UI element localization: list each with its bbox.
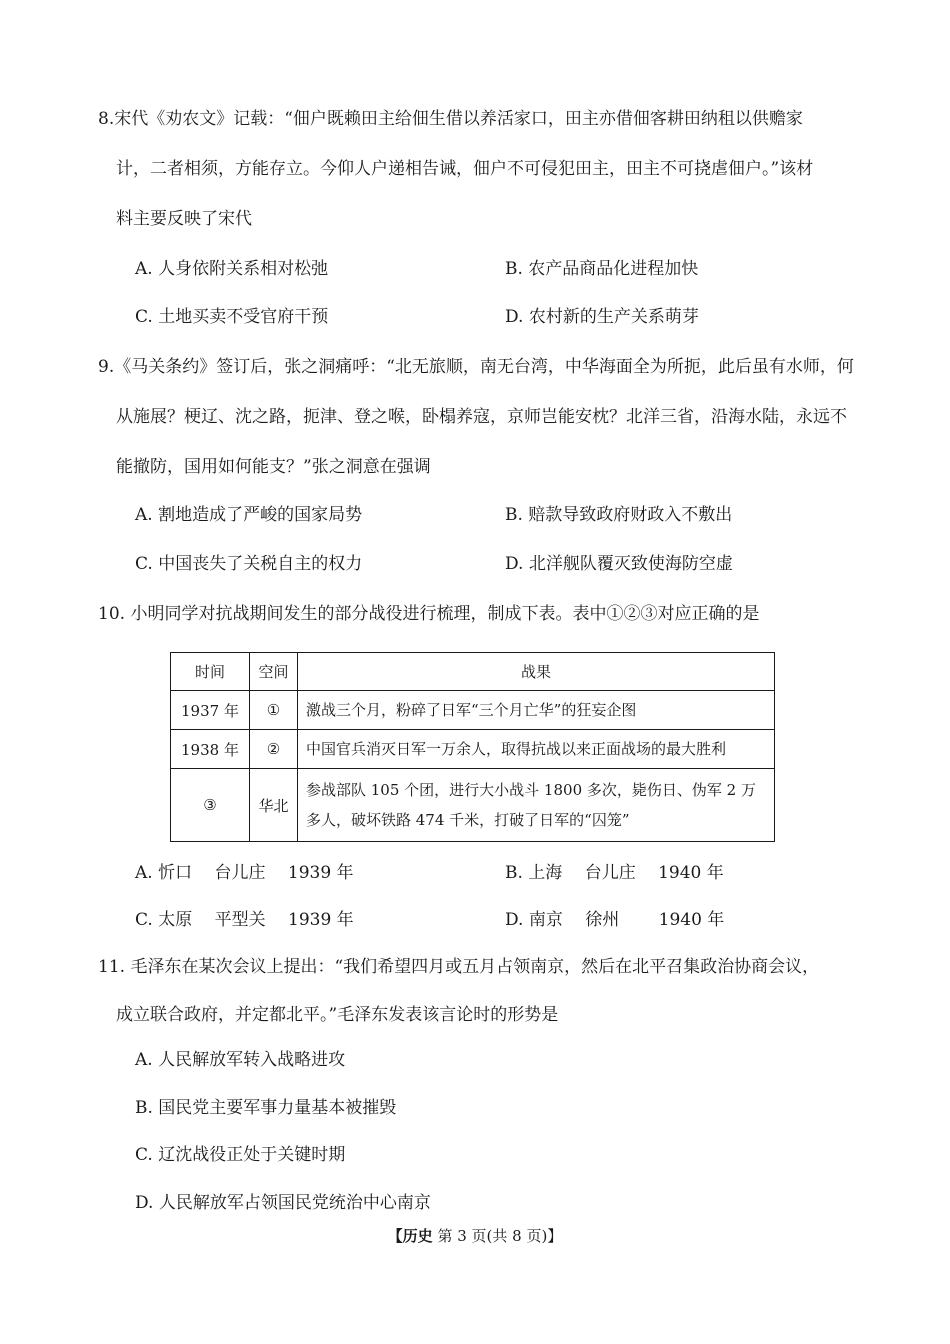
q11-option-b: B. 国民党主要军事力量基本被摧毁 xyxy=(135,1098,397,1118)
table-header-row xyxy=(171,653,775,691)
cell-time: 1938 年 xyxy=(171,730,250,769)
header-place: 空间 xyxy=(250,653,298,691)
header-time: 时间 xyxy=(171,653,250,691)
cell-time: ③ xyxy=(171,769,250,842)
q10-option-d: D. 南京 徐州 1940 年 xyxy=(505,910,725,930)
q10-stem: 10. 小明同学对抗战期间发生的部分战役进行梳理，制成下表。表中①②③对应正确的是 xyxy=(98,604,760,624)
q9-option-c: C. 中国丧失了关税自主的权力 xyxy=(135,554,363,574)
q8-option-a: A. 人身依附关系相对松弛 xyxy=(135,259,329,279)
table-row xyxy=(171,769,775,842)
q8-option-b: B. 农产品商品化进程加快 xyxy=(505,259,699,279)
q11-stem-line-2: 成立联合政府，并定都北平。”毛泽东发表该言论时的形势是 xyxy=(116,1005,559,1025)
q9-option-d: D. 北洋舰队覆灭致使海防空虚 xyxy=(505,554,733,574)
header-result: 战果 xyxy=(298,653,775,691)
q9-stem-line-2: 从施展？梗辽、沈之路，扼津、登之喉，卧榻养寇，京师岂能安枕？北洋三省，沿海水陆，永远不 xyxy=(116,407,847,427)
q8-stem-line-2: 计，二者相须，方能存立。今仰人户递相告诫，佃户不可侵犯田主，田主不可挠虐佃户。”该材 xyxy=(116,159,814,179)
q11-stem-line-1: 11. 毛泽东在某次会议上提出：“我们希望四月或五月占领南京，然后在北平召集政治协商会议， xyxy=(98,957,820,977)
table-row xyxy=(171,730,775,769)
page-footer xyxy=(0,1225,950,1246)
q9-stem-line-3: 能撤防，国用如何能支？”张之洞意在强调 xyxy=(116,457,431,477)
q11-option-d: D. 人民解放军占领国民党统治中心南京 xyxy=(135,1193,431,1213)
q8-stem-line-1: 8.宋代《劝农文》记载：“佃户既赖田主给佃生借以养活家口，田主亦借佃客耕田纳租以供赡家 xyxy=(98,109,803,129)
cell-time: 1937 年 xyxy=(171,691,250,730)
cell-place: ① xyxy=(250,691,298,730)
cell-place: ② xyxy=(250,730,298,769)
q11-option-c: C. 辽沈战役正处于关键时期 xyxy=(135,1145,346,1165)
q10-option-c: C. 太原 平型关 1939 年 xyxy=(135,910,354,930)
cell-place: 华北 xyxy=(250,769,298,842)
footer-page-info: 第 3 页(共 8 页)】 xyxy=(437,1227,563,1245)
footer-subject: 【历史 xyxy=(387,1227,433,1245)
q8-option-d: D. 农村新的生产关系萌芽 xyxy=(505,307,699,327)
q9-option-a: A. 割地造成了严峻的国家局势 xyxy=(135,505,363,525)
q11-option-a: A. 人民解放军转入战略进攻 xyxy=(135,1050,346,1070)
q9-stem-line-1: 9.《马关条约》签订后，张之洞痛呼：“北无旅顺，南无台湾，中华海面全为所扼，此后虽有水师，何 xyxy=(98,357,854,377)
battle-table xyxy=(170,652,775,842)
cell-result: 激战三个月，粉碎了日军“三个月亡华”的狂妄企图 xyxy=(298,691,775,730)
cell-result: 中国官兵消灭日军一万余人，取得抗战以来正面战场的最大胜利 xyxy=(298,730,775,769)
q8-stem-line-3: 料主要反映了宋代 xyxy=(116,209,252,229)
q8-option-c: C. 土地买卖不受官府干预 xyxy=(135,307,329,327)
q10-option-a: A. 忻口 台儿庄 1939 年 xyxy=(135,863,354,883)
cell-result: 参战部队 105 个团，进行大小战斗 1800 多次，毙伤日、伪军 2 万多人，破坏铁路 474 千米，打破了日军的“囚笼” xyxy=(298,769,775,842)
table-row xyxy=(171,691,775,730)
q10-option-b: B. 上海 台儿庄 1940 年 xyxy=(505,863,724,883)
q9-option-b: B. 赔款导致政府财政入不敷出 xyxy=(505,505,733,525)
